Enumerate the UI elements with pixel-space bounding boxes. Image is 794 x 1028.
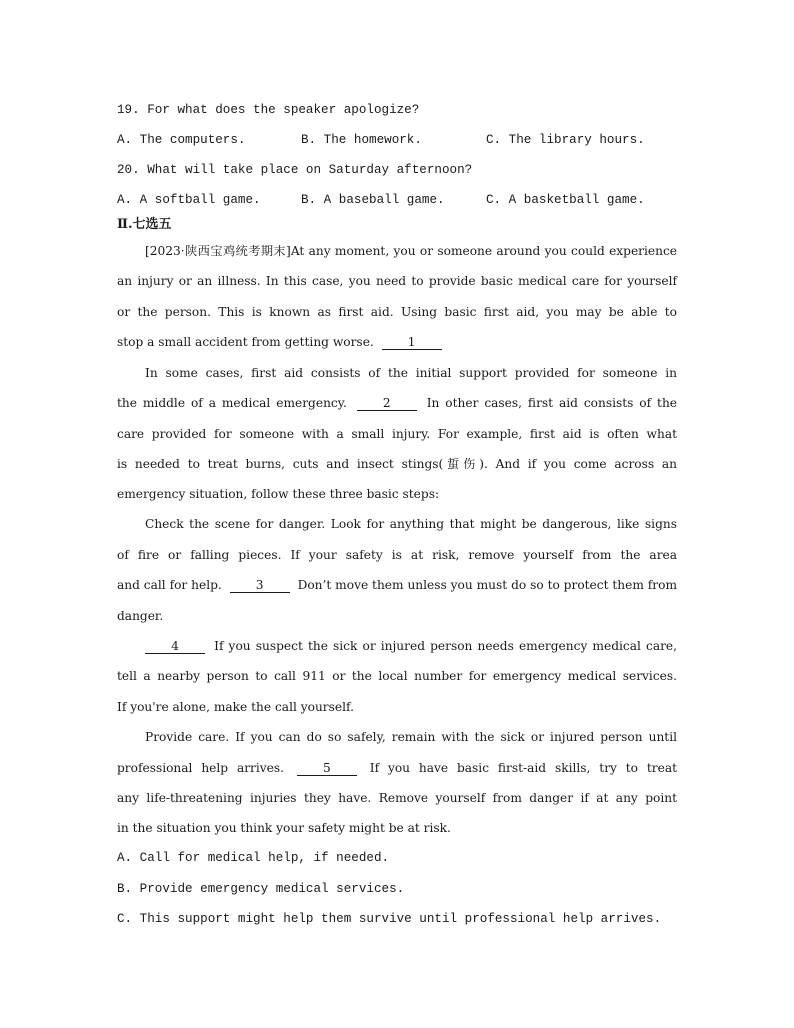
- passage-p5-line1: Provide care. If you can do so safely, remain with the sick or injured person until: [145, 730, 677, 744]
- passage-text: If you have basic first-aid skills, try to treat: [369, 761, 677, 775]
- passage-p1-line4: [117, 334, 677, 350]
- q20-option-b: B. A baseball game.: [301, 193, 445, 207]
- passage-text: If you suspect the sick or injured person needs emergency medical care,: [214, 639, 678, 653]
- blank-3: 3: [230, 579, 290, 593]
- blank-5: 5: [297, 762, 357, 776]
- choice-a: A. Call for medical help, if needed.: [117, 851, 390, 865]
- passage-text: professional help arrives.: [117, 761, 284, 775]
- passage-p3-line1: Check the scene for danger. Look for anything that might be dangerous, like signs: [145, 517, 677, 531]
- q19-option-a: A. The computers.: [117, 133, 246, 147]
- section-heading: Ⅱ.七选五: [117, 217, 172, 232]
- passage-text: stop a small accident from getting worse.: [117, 335, 374, 349]
- blank-4: 4: [145, 640, 205, 654]
- q19-option-c: C. The library hours.: [486, 133, 645, 147]
- passage-p1-line1: [2023·陕西宝鸡统考期末]At any moment, you or someone around you could experience: [145, 244, 677, 258]
- passage-p1-line3: or the person. This is known as first aid. Using basic first aid, you may be able to: [117, 305, 677, 319]
- passage-p2-line1: In some cases, first aid consists of the initial support provided for someone in: [145, 366, 677, 380]
- passage-p1-line2: an injury or an illness. In this case, you need to provide basic medical care for yourself: [117, 274, 677, 288]
- passage-text: In other cases, first aid consists of the: [426, 396, 678, 410]
- passage-p4-line1: [145, 638, 677, 654]
- choice-c: C. This support might help them survive until professional help arrives.: [117, 912, 662, 926]
- passage-p4-line2: tell a nearby person to call 911 or the local number for emergency medical services.: [117, 669, 677, 683]
- passage-p5-line4: in the situation you think your safety might be at risk.: [117, 821, 451, 835]
- passage-p3-line3: [117, 577, 677, 593]
- passage-text: and call for help.: [117, 578, 222, 592]
- passage-p2-line3: care provided for someone with a small injury. For example, first aid is often what: [117, 427, 677, 441]
- passage-p2-line2: [117, 395, 677, 411]
- passage-p2-line4: is needed to treat burns, cuts and insect stings(蜇伤). And if you come across an: [117, 457, 677, 471]
- question-20: 20. What will take place on Saturday afternoon?: [117, 163, 473, 177]
- passage-p3-line4: danger.: [117, 609, 164, 623]
- passage-p4-line3: If you're alone, make the call yourself.: [117, 700, 354, 714]
- passage-p5-line3: any life-threatening injuries they have. Remove yourself from danger if at any point: [117, 791, 677, 805]
- q20-option-c: C. A basketball game.: [486, 193, 645, 207]
- passage-p2-line5: emergency situation, follow these three basic steps:: [117, 487, 440, 501]
- passage-p5-line2: [117, 760, 677, 776]
- passage-text: the middle of a medical emergency.: [117, 396, 347, 410]
- passage-p3-line2: of fire or falling pieces. If your safety is at risk, remove yourself from the area: [117, 548, 677, 562]
- question-19: 19. For what does the speaker apologize?: [117, 103, 420, 117]
- q19-option-b: B. The homework.: [301, 133, 422, 147]
- blank-2: 2: [357, 397, 417, 411]
- passage-text: Don’t move them unless you must do so to protect them from: [297, 578, 678, 592]
- q20-option-a: A. A softball game.: [117, 193, 261, 207]
- blank-1: 1: [382, 336, 442, 350]
- choice-b: B. Provide emergency medical services.: [117, 882, 405, 896]
